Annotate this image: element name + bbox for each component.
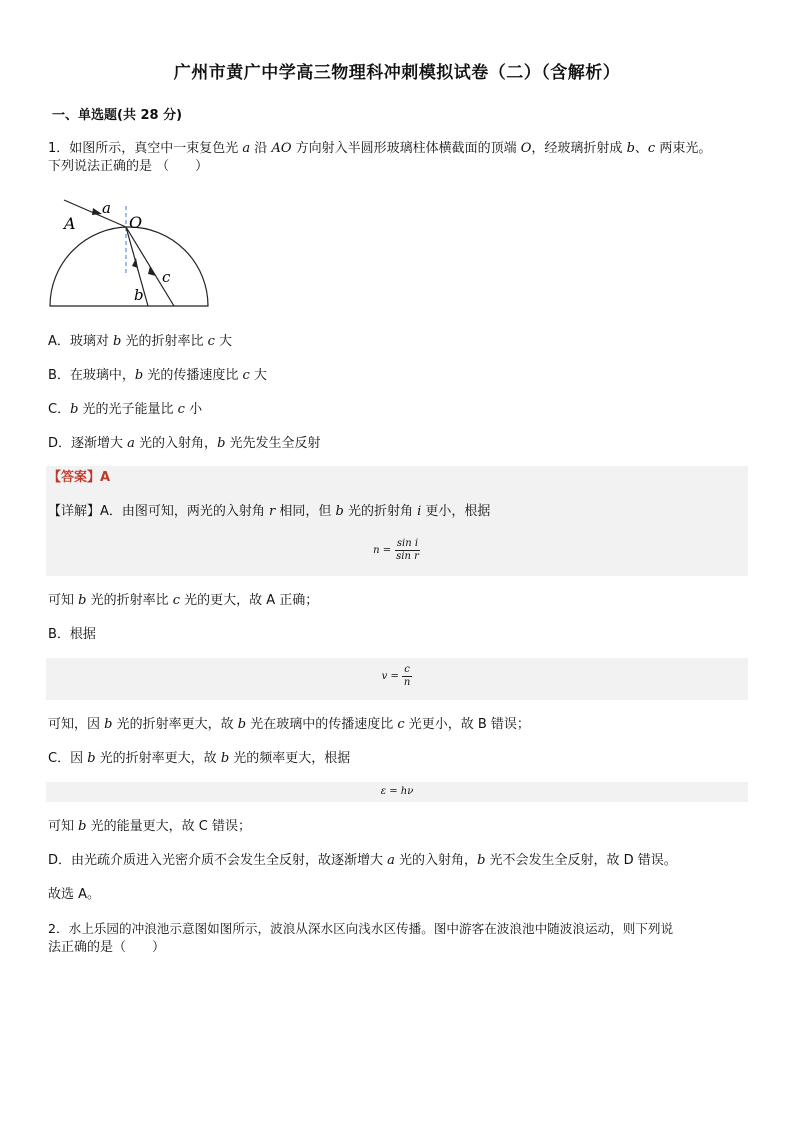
label-b: b <box>134 286 144 304</box>
q2-line2: 法正确的是（ ） <box>48 940 166 955</box>
c-line: C．因 b 光的折射率更大，故 b 光的频率更大，根据 <box>48 751 351 766</box>
b-label: B．根据 <box>48 627 96 642</box>
q1-option-a: A．玻璃对 b 光的折射率比 c 大 <box>48 334 233 349</box>
choose-line: 故选 A。 <box>48 887 101 902</box>
page-title: 广州市黄广中学高三物理科冲刺模拟试卷（二）（含解析） <box>173 63 621 83</box>
label-a: a <box>102 199 111 217</box>
formula-velocity: v = $\frac{c}{n}$ <box>381 664 411 688</box>
semicircle-glass-figure <box>44 196 214 312</box>
q1-stem-line2: 下列说法正确的是 （ ） <box>48 159 209 174</box>
section-heading: 一、单选题(共 28 分) <box>52 108 183 123</box>
q1-option-d: D．逐渐增大 a 光的入射角，b 光先发生全反射 <box>48 436 321 451</box>
q1-stem-line1: 1．如图所示，真空中一束复色光 a 沿 AO 方向射入半圆形玻璃柱体横截面的顶端 O，经玻璃折射成 b、c 两束光。 <box>48 141 712 156</box>
after-formula1: 可知 b 光的折射率比 c 光的更大，故 A 正确； <box>48 593 319 608</box>
after-formula2: 可知，因 b 光的折射率更大，故 b 光在玻璃中的传播速度比 c 光更小，故 B 错误； <box>48 717 530 732</box>
q1-option-c: C．b 光的光子能量比 c 小 <box>48 402 203 417</box>
formula-refraction: n = $\frac{\text{sin i}}{\text{sin r}}$ <box>373 538 419 562</box>
formula-energy: ε = hν <box>380 786 414 797</box>
answer-tag: 【答案】A <box>48 470 111 485</box>
after-formula3: 可知 b 光的能量更大，故 C 错误； <box>48 819 251 834</box>
q2-line1: 2．水上乐园的冲浪池示意图如图所示，波浪从深水区向浅水区传播。图中游客在波浪池中随波浪运动，则下列说 <box>48 921 674 936</box>
d-line: D．由光疏介质进入光密介质不会发生全反射，故逐渐增大 a 光的入射角，b 光不会发生全反射，故 D 错误。 <box>48 853 677 868</box>
label-A: A <box>64 214 76 233</box>
label-c: c <box>162 268 171 286</box>
detail-line: 【详解】A．由图可知，两光的入射角 r 相同，但 b 光的折射角 i 更小，根据 <box>48 504 491 519</box>
label-O: O <box>129 213 143 232</box>
q1-option-b: B．在玻璃中，b 光的传播速度比 c 大 <box>48 368 267 383</box>
